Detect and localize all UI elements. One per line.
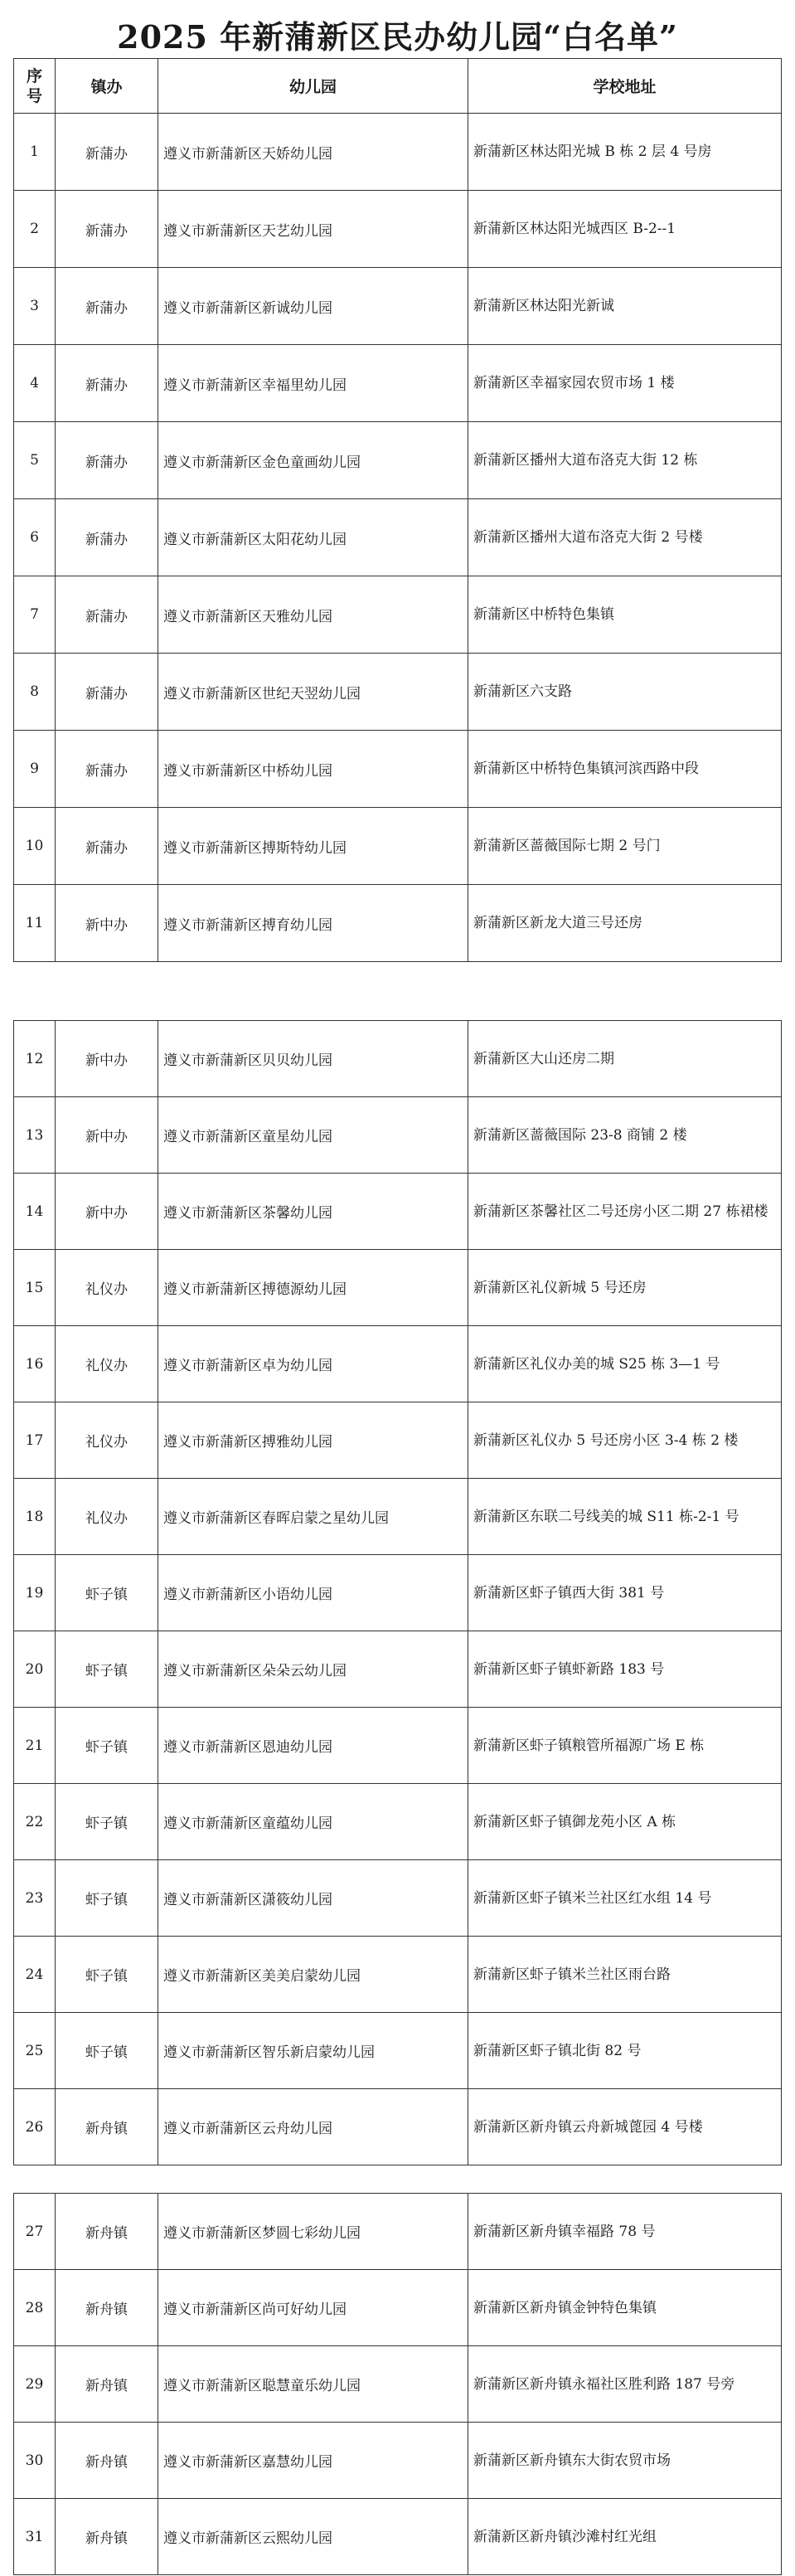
row-number: 12 — [14, 1021, 56, 1097]
row-address: 新蒲新区虾子镇米兰社区红水组 14 号 — [468, 1860, 782, 1937]
row-address: 新蒲新区礼仪办美的城 S25 栋 3—1 号 — [468, 1326, 782, 1402]
row-town: 礼仪办 — [56, 1326, 158, 1402]
row-address: 新蒲新区六支路 — [468, 654, 782, 731]
row-kindergarten-name: 遵义市新蒲新区幸福里幼儿园 — [158, 345, 468, 422]
row-address: 新蒲新区播州大道布洛克大街 2 号楼 — [468, 499, 782, 576]
row-town: 虾子镇 — [56, 1708, 158, 1784]
table-row — [14, 268, 782, 345]
row-town: 新舟镇 — [56, 2089, 158, 2165]
table-row — [14, 191, 782, 268]
table-row — [14, 1937, 782, 2013]
row-address: 新蒲新区新舟镇沙滩村红光组 — [468, 2499, 782, 2575]
row-town: 礼仪办 — [56, 1479, 158, 1555]
row-town: 新中办 — [56, 885, 158, 962]
row-kindergarten-name: 遵义市新蒲新区尚可好幼儿园 — [158, 2270, 468, 2346]
row-town: 新蒲办 — [56, 731, 158, 808]
table-row — [14, 2013, 782, 2089]
row-town: 新蒲办 — [56, 191, 158, 268]
table-row — [14, 422, 782, 499]
row-number: 28 — [14, 2270, 56, 2346]
table-row — [14, 2499, 782, 2575]
row-address: 新蒲新区林达阳光城 B 栋 2 层 4 号房 — [468, 114, 782, 191]
row-town: 礼仪办 — [56, 1250, 158, 1326]
row-address: 新蒲新区中桥特色集镇河滨西路中段 — [468, 731, 782, 808]
row-number: 9 — [14, 731, 56, 808]
table-row — [14, 1708, 782, 1784]
row-number: 16 — [14, 1326, 56, 1402]
table-row — [14, 1631, 782, 1708]
row-kindergarten-name: 遵义市新蒲新区卓为幼儿园 — [158, 1326, 468, 1402]
row-address: 新蒲新区新舟镇云舟新城蓖园 4 号楼 — [468, 2089, 782, 2165]
header-kindergarten: 幼儿园 — [158, 59, 468, 114]
row-kindergarten-name: 遵义市新蒲新区智乐新启蒙幼儿园 — [158, 2013, 468, 2089]
row-number: 30 — [14, 2423, 56, 2499]
row-town: 虾子镇 — [56, 1937, 158, 2013]
row-kindergarten-name: 遵义市新蒲新区聪慧童乐幼儿园 — [158, 2346, 468, 2423]
page-title: 2025 年新蒲新区民办幼儿园“白名单” — [117, 18, 678, 56]
row-number: 27 — [14, 2194, 56, 2270]
table-row — [14, 654, 782, 731]
table-header-row — [14, 59, 782, 114]
row-town: 新舟镇 — [56, 2270, 158, 2346]
row-number: 17 — [14, 1402, 56, 1479]
row-number: 6 — [14, 499, 56, 576]
row-kindergarten-name: 遵义市新蒲新区天娇幼儿园 — [158, 114, 468, 191]
row-address: 新蒲新区礼仪办 5 号还房小区 3-4 栋 2 楼 — [468, 1402, 782, 1479]
row-kindergarten-name: 遵义市新蒲新区恩迪幼儿园 — [158, 1708, 468, 1784]
row-address: 新蒲新区新舟镇东大街农贸市场 — [468, 2423, 782, 2499]
row-number: 26 — [14, 2089, 56, 2165]
table-row — [14, 1097, 782, 1174]
row-number: 11 — [14, 885, 56, 962]
row-number: 24 — [14, 1937, 56, 2013]
row-address: 新蒲新区播州大道布洛克大街 12 栋 — [468, 422, 782, 499]
table-row — [14, 2089, 782, 2165]
header-no-label: 序号 — [26, 66, 42, 105]
row-kindergarten-name: 遵义市新蒲新区童星幼儿园 — [158, 1097, 468, 1174]
row-number: 31 — [14, 2499, 56, 2575]
row-address: 新蒲新区新龙大道三号还房 — [468, 885, 782, 962]
table-row — [14, 731, 782, 808]
row-town: 新中办 — [56, 1021, 158, 1097]
table-row — [14, 808, 782, 885]
table-row — [14, 1326, 782, 1402]
row-number: 8 — [14, 654, 56, 731]
header-no — [14, 59, 56, 114]
row-town: 新蒲办 — [56, 268, 158, 345]
row-address: 新蒲新区新舟镇幸福路 78 号 — [468, 2194, 782, 2270]
row-town: 虾子镇 — [56, 1631, 158, 1708]
row-kindergarten-name: 遵义市新蒲新区搏德源幼儿园 — [158, 1250, 468, 1326]
row-town: 新中办 — [56, 1097, 158, 1174]
row-town: 新蒲办 — [56, 576, 158, 654]
row-town: 虾子镇 — [56, 1555, 158, 1631]
row-kindergarten-name: 遵义市新蒲新区朵朵云幼儿园 — [158, 1631, 468, 1708]
row-kindergarten-name: 遵义市新蒲新区搏斯特幼儿园 — [158, 808, 468, 885]
row-town: 新舟镇 — [56, 2346, 158, 2423]
row-kindergarten-name: 遵义市新蒲新区天雅幼儿园 — [158, 576, 468, 654]
table-row — [14, 2423, 782, 2499]
row-kindergarten-name: 遵义市新蒲新区太阳花幼儿园 — [158, 499, 468, 576]
row-address: 新蒲新区林达阳光新诚 — [468, 268, 782, 345]
row-town: 新蒲办 — [56, 654, 158, 731]
table-row — [14, 114, 782, 191]
row-kindergarten-name: 遵义市新蒲新区小语幼儿园 — [158, 1555, 468, 1631]
row-address: 新蒲新区新舟镇永福社区胜利路 187 号旁 — [468, 2346, 782, 2423]
row-kindergarten-name: 遵义市新蒲新区搏育幼儿园 — [158, 885, 468, 962]
row-number: 10 — [14, 808, 56, 885]
row-address: 新蒲新区虾子镇虾新路 183 号 — [468, 1631, 782, 1708]
row-kindergarten-name: 遵义市新蒲新区中桥幼儿园 — [158, 731, 468, 808]
roster-table-part-2 — [13, 1020, 782, 2165]
table-row — [14, 1250, 782, 1326]
table-row — [14, 499, 782, 576]
row-number: 13 — [14, 1097, 56, 1174]
row-address: 新蒲新区虾子镇御龙苑小区 A 栋 — [468, 1784, 782, 1860]
row-number: 2 — [14, 191, 56, 268]
header-town: 镇办 — [56, 59, 158, 114]
row-kindergarten-name: 遵义市新蒲新区贝贝幼儿园 — [158, 1021, 468, 1097]
row-kindergarten-name: 遵义市新蒲新区云舟幼儿园 — [158, 2089, 468, 2165]
row-address: 新蒲新区茶馨社区二号还房小区二期 27 栋裙楼 — [468, 1174, 782, 1250]
row-kindergarten-name: 遵义市新蒲新区天艺幼儿园 — [158, 191, 468, 268]
row-town: 新蒲办 — [56, 345, 158, 422]
row-town: 新舟镇 — [56, 2423, 158, 2499]
row-kindergarten-name: 遵义市新蒲新区春晖启蒙之星幼儿园 — [158, 1479, 468, 1555]
row-kindergarten-name: 遵义市新蒲新区搏雅幼儿园 — [158, 1402, 468, 1479]
row-number: 22 — [14, 1784, 56, 1860]
header-address: 学校地址 — [468, 59, 782, 114]
row-town: 新蒲办 — [56, 114, 158, 191]
row-number: 23 — [14, 1860, 56, 1937]
row-address: 新蒲新区虾子镇米兰社区雨台路 — [468, 1937, 782, 2013]
row-kindergarten-name: 遵义市新蒲新区潇筱幼儿园 — [158, 1860, 468, 1937]
row-address: 新蒲新区新舟镇金钟特色集镇 — [468, 2270, 782, 2346]
row-number: 14 — [14, 1174, 56, 1250]
row-town: 新蒲办 — [56, 422, 158, 499]
row-address: 新蒲新区礼仪新城 5 号还房 — [468, 1250, 782, 1326]
row-kindergarten-name: 遵义市新蒲新区童蕴幼儿园 — [158, 1784, 468, 1860]
table-row — [14, 1021, 782, 1097]
row-town: 新中办 — [56, 1174, 158, 1250]
row-town: 虾子镇 — [56, 2013, 158, 2089]
row-kindergarten-name: 遵义市新蒲新区新诚幼儿园 — [158, 268, 468, 345]
row-town: 礼仪办 — [56, 1402, 158, 1479]
row-address: 新蒲新区幸福家园农贸市场 1 楼 — [468, 345, 782, 422]
row-number: 19 — [14, 1555, 56, 1631]
table-row — [14, 885, 782, 962]
roster-table-part-1 — [13, 58, 782, 962]
row-number: 21 — [14, 1708, 56, 1784]
row-kindergarten-name: 遵义市新蒲新区世纪天翌幼儿园 — [158, 654, 468, 731]
row-town: 新舟镇 — [56, 2194, 158, 2270]
roster-table-part-3 — [13, 2193, 782, 2575]
row-town: 新舟镇 — [56, 2499, 158, 2575]
table-row — [14, 1784, 782, 1860]
row-address: 新蒲新区中桥特色集镇 — [468, 576, 782, 654]
row-number: 3 — [14, 268, 56, 345]
table-row — [14, 2194, 782, 2270]
table-row — [14, 1174, 782, 1250]
row-number: 1 — [14, 114, 56, 191]
table-row — [14, 1860, 782, 1937]
table-row — [14, 1479, 782, 1555]
row-town: 虾子镇 — [56, 1784, 158, 1860]
row-address: 新蒲新区虾子镇粮管所福源广场 E 栋 — [468, 1708, 782, 1784]
row-kindergarten-name: 遵义市新蒲新区美美启蒙幼儿园 — [158, 1937, 468, 2013]
row-kindergarten-name: 遵义市新蒲新区嘉慧幼儿园 — [158, 2423, 468, 2499]
row-number: 7 — [14, 576, 56, 654]
row-address: 新蒲新区东联二号线美的城 S11 栋-2-1 号 — [468, 1479, 782, 1555]
row-number: 4 — [14, 345, 56, 422]
row-number: 5 — [14, 422, 56, 499]
row-town: 虾子镇 — [56, 1860, 158, 1937]
row-kindergarten-name: 遵义市新蒲新区梦圆七彩幼儿园 — [158, 2194, 468, 2270]
row-address: 新蒲新区大山还房二期 — [468, 1021, 782, 1097]
row-address: 新蒲新区虾子镇西大街 381 号 — [468, 1555, 782, 1631]
row-address: 新蒲新区林达阳光城西区 B-2--1 — [468, 191, 782, 268]
row-town: 新蒲办 — [56, 499, 158, 576]
row-address: 新蒲新区虾子镇北街 82 号 — [468, 2013, 782, 2089]
row-number: 18 — [14, 1479, 56, 1555]
row-number: 15 — [14, 1250, 56, 1326]
table-row — [14, 2270, 782, 2346]
table-row — [14, 2346, 782, 2423]
row-number: 25 — [14, 2013, 56, 2089]
row-kindergarten-name: 遵义市新蒲新区云熙幼儿园 — [158, 2499, 468, 2575]
row-number: 20 — [14, 1631, 56, 1708]
row-address: 新蒲新区蔷薇国际七期 2 号门 — [468, 808, 782, 885]
table-row — [14, 1555, 782, 1631]
table-row — [14, 1402, 782, 1479]
row-town: 新蒲办 — [56, 808, 158, 885]
row-address: 新蒲新区蔷薇国际 23-8 商铺 2 楼 — [468, 1097, 782, 1174]
table-row — [14, 576, 782, 654]
row-kindergarten-name: 遵义市新蒲新区茶馨幼儿园 — [158, 1174, 468, 1250]
row-kindergarten-name: 遵义市新蒲新区金色童画幼儿园 — [158, 422, 468, 499]
row-number: 29 — [14, 2346, 56, 2423]
table-row — [14, 345, 782, 422]
